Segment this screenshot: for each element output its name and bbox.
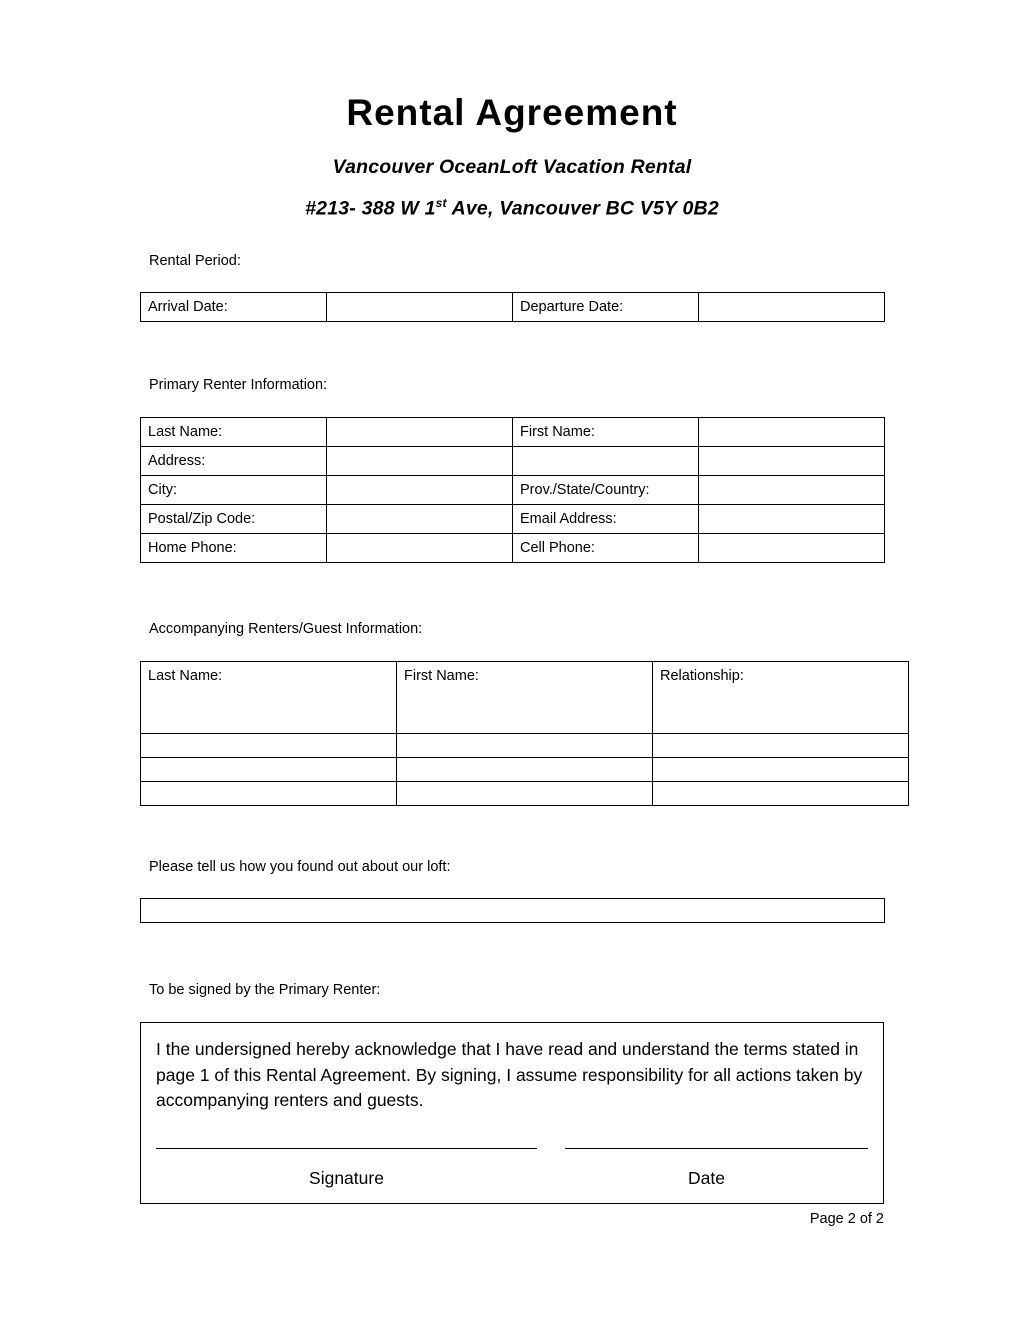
guest-last-name-field[interactable]: [141, 781, 397, 805]
first-name-label: First Name:: [513, 417, 699, 446]
address-ordinal: st: [435, 195, 447, 210]
guest-info-table: [140, 661, 909, 806]
cell-phone-label: Cell Phone:: [513, 533, 699, 562]
signature-captions: [156, 1168, 868, 1189]
address-label: Address:: [141, 446, 327, 475]
property-address: [0, 179, 1024, 221]
departure-date-label: Departure Date:: [513, 292, 699, 321]
primary-renter-label: Primary Renter Information:: [149, 376, 328, 393]
home-phone-label: Home Phone:: [141, 533, 327, 562]
form-content: [140, 220, 884, 1204]
home-phone-field[interactable]: [327, 533, 513, 562]
postal-code-label: Postal/Zip Code:: [141, 504, 327, 533]
table-header-row: [141, 661, 909, 733]
signature-box: [140, 1022, 884, 1204]
guest-last-name-field[interactable]: [141, 757, 397, 781]
guest-relationship-header: Relationship:: [653, 661, 909, 733]
province-country-field[interactable]: [699, 475, 885, 504]
guest-last-name-header: Last Name:: [141, 661, 397, 733]
arrival-date-field[interactable]: [327, 292, 513, 321]
arrival-date-label: Arrival Date:: [141, 292, 327, 321]
table-row: [141, 781, 909, 805]
table-row: [141, 533, 885, 562]
first-name-field[interactable]: [699, 417, 885, 446]
address-suffix: Ave, Vancouver BC V5Y 0B2: [446, 197, 719, 220]
page-footer: Page 2 of 2: [809, 1211, 884, 1228]
guest-first-name-field[interactable]: [397, 757, 653, 781]
table-row: [141, 504, 885, 533]
page-title: Rental Agreement: [346, 92, 678, 133]
referral-field[interactable]: [141, 899, 885, 923]
cell-phone-field[interactable]: [699, 533, 885, 562]
table-row: [141, 757, 909, 781]
guest-relationship-field[interactable]: [653, 733, 909, 757]
guest-relationship-field[interactable]: [653, 781, 909, 805]
date-caption: Date: [688, 1168, 725, 1189]
last-name-field[interactable]: [327, 417, 513, 446]
table-row: [141, 292, 885, 321]
guest-first-name-field[interactable]: [397, 733, 653, 757]
guest-info-label: Accompanying Renters/Guest Information:: [149, 620, 423, 637]
guest-first-name-header: First Name:: [397, 661, 653, 733]
property-name: Vancouver OceanLoft Vacation Rental: [332, 155, 692, 178]
email-field[interactable]: [699, 504, 885, 533]
signature-line[interactable]: [156, 1148, 537, 1149]
guest-first-name-field[interactable]: [397, 781, 653, 805]
rental-period-label: Rental Period:: [149, 253, 241, 270]
province-country-label: Prov./State/Country:: [513, 475, 699, 504]
rental-period-table: [140, 292, 885, 322]
table-row: [141, 733, 909, 757]
city-label: City:: [141, 475, 327, 504]
guest-relationship-field[interactable]: [653, 757, 909, 781]
address-field-continued[interactable]: [699, 446, 885, 475]
address-label-continued: [513, 446, 699, 475]
primary-renter-table: [140, 417, 885, 563]
postal-code-field[interactable]: [327, 504, 513, 533]
address-field[interactable]: [327, 446, 513, 475]
guest-last-name-field[interactable]: [141, 733, 397, 757]
departure-date-field[interactable]: [699, 292, 885, 321]
signature-section-label: To be signed by the Primary Renter:: [149, 982, 381, 999]
last-name-label: Last Name:: [141, 417, 327, 446]
referral-label: Please tell us how you found out about our loft:: [149, 858, 451, 875]
acknowledgement-text: I the undersigned hereby acknowledge that I have read and understand the terms stated in page 1 of this Rental Agreement. By signing, I assume responsibility for all actions taken by accompanying renters and guests.: [156, 1039, 863, 1111]
address-prefix: #213- 388 W 1: [305, 197, 436, 220]
signature-rules: [156, 1148, 868, 1149]
referral-table: [140, 898, 885, 923]
table-row: [141, 446, 885, 475]
table-row: [141, 899, 885, 923]
email-label: Email Address:: [513, 504, 699, 533]
table-row: [141, 475, 885, 504]
table-row: [141, 417, 885, 446]
city-field[interactable]: [327, 475, 513, 504]
signature-caption: Signature: [309, 1168, 384, 1189]
date-line[interactable]: [565, 1148, 868, 1149]
